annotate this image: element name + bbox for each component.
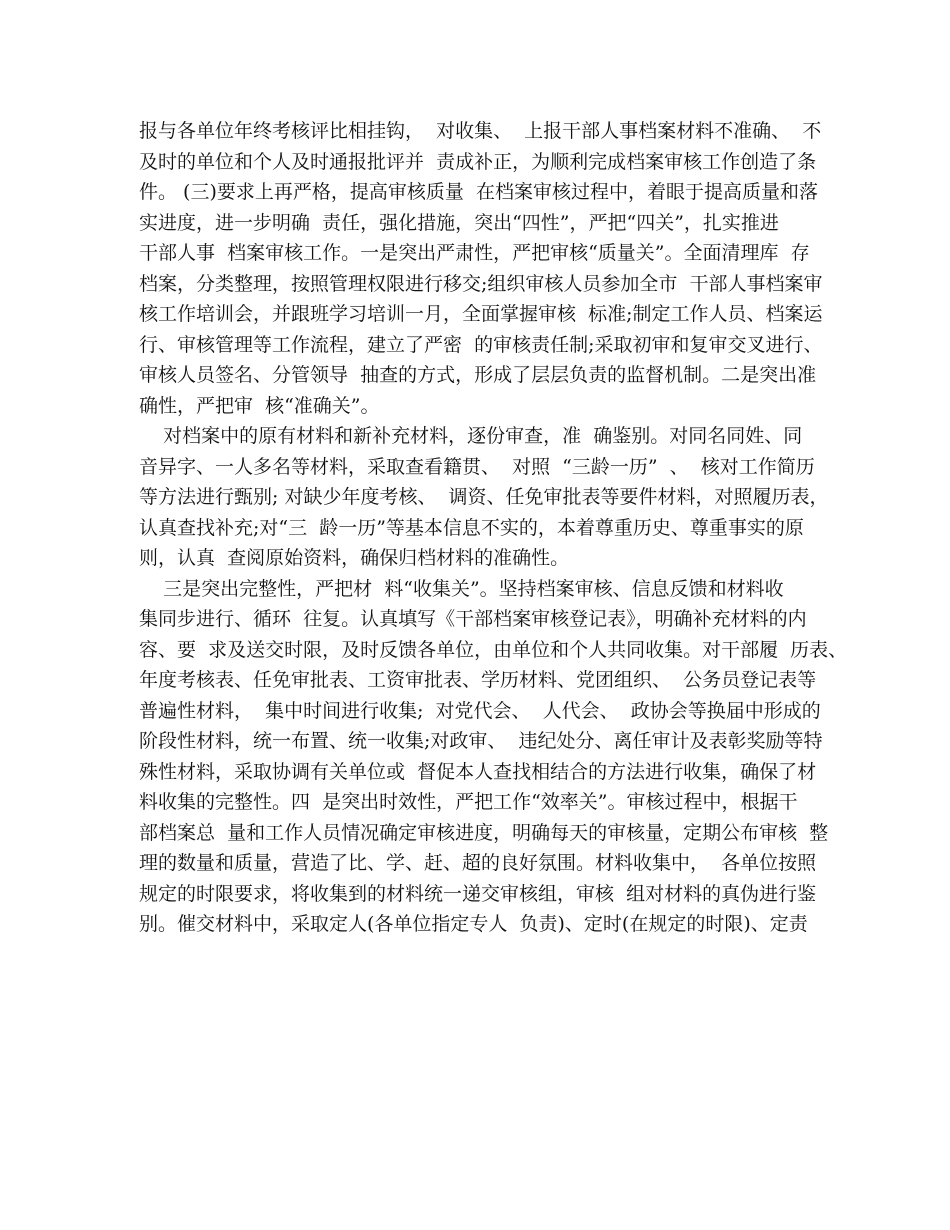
text-line: 三是突出完整性，严把材 料“收集关”。坚持档案审核、信息反馈和材料收 xyxy=(139,577,784,600)
text-line: 核工作培训会，并跟班学习培训一月，全面掌握审核 标准;制定工作人员、档案运 xyxy=(139,303,823,325)
text-line: 审核人员签名、分管领导 抽查的方式，形成了层层负责的监督机制。二是突出准 xyxy=(139,364,817,386)
text-line: 则，认真 查阅原始资料，确保归档材料的准确性。 xyxy=(139,547,570,569)
text-line: 实进度，进一步明确 责任，强化措施，突出“四性”，严把“四关”，扎实推进 xyxy=(139,211,779,234)
paragraph-1 xyxy=(139,116,823,421)
text-line: 确性，严把审 核“准确关”。 xyxy=(139,394,380,417)
text-line: 对档案中的原有材料和新补充材料，逐份审查，准 确鉴别。对同名同姓、同 xyxy=(139,425,803,447)
text-line: 年度考核表、任免审批表、工资审批表、学历材料、党团组织、 公务员登记表等 xyxy=(139,669,817,691)
text-line: 报与各单位年终考核评比相挂钩， 对收集、 上报干部人事档案材料不准确、 不 xyxy=(139,120,822,142)
text-line: 音异字、一人多名等材料，采取查看籍贯、 对照 “三龄一历” 、 核对工作简历 xyxy=(139,455,815,478)
text-line: 档案，分类整理，按照管理权限进行移交;组织审核人员参加全市 干部人事档案审 xyxy=(139,272,823,295)
text-line: 理的数量和质量，营造了比、学、赶、超的良好氛围。材料收集中， 各单位按照 xyxy=(139,852,817,874)
text-line: 普遍性材料， 集中时间进行收集; 对党代会、 人代会、 政协会等换届中形成的 xyxy=(139,699,821,722)
text-line: 殊性材料，采取协调有关单位或 督促本人查找相结合的方法进行收集，确保了材 xyxy=(139,760,817,783)
text-line: 及时的单位和个人及时通报批评并 责成补正，为顺利完成档案审核工作创造了条 xyxy=(139,150,817,173)
text-line: 件。 (三)要求上再严格，提高审核质量 在档案审核过程中，着眼于提高质量和落 xyxy=(139,181,818,203)
document-body xyxy=(139,116,848,940)
text-line: 部档案总 量和工作人员情况确定审核进度，明确每天的审核量，定期公布审核 整 xyxy=(139,821,829,844)
text-line: 干部人事 档案审核工作。一是突出严肃性，严把审核“质量关”。全面清理库 存 xyxy=(139,242,810,264)
text-line: 容、要 求及送交时限，及时反馈各单位，由单位和个人共同收集。对干部履 历表、 xyxy=(139,638,848,661)
text-line: 集同步进行、循环 往复。认真填写《干部档案审核登记表》，明确补充材料的内 xyxy=(139,608,807,630)
text-line: 别。催交材料中，采取定人(各单位指定专人 负责)、定时(在规定的时限)、定责 xyxy=(139,913,808,935)
text-line: 等方法进行甄别; 对缺少年度考核、 调资、任免审批表等要件材料，对照履历表， xyxy=(139,486,829,508)
text-line: 认真查找补充;对“三 龄一历”等基本信息不实的，本着尊重历史、尊重事实的原 xyxy=(139,516,804,539)
paragraph-3 xyxy=(139,574,848,940)
text-line: 规定的时限要求，将收集到的材料统一递交审核组，审核 组对材料的真伪进行鉴 xyxy=(139,882,817,905)
text-line: 料收集的完整性。四 是突出时效性，严把工作“效率关”。审核过程中，根据干 xyxy=(139,791,798,813)
paragraph-2 xyxy=(139,421,829,574)
text-line: 行、审核管理等工作流程，建立了严密 的审核责任制;采取初审和复审交叉进行、 xyxy=(139,333,823,356)
text-line: 阶段性材料，统一布置、统一收集;对政审、 违纪处分、离任审计及表彰奖励等特 xyxy=(139,730,823,752)
